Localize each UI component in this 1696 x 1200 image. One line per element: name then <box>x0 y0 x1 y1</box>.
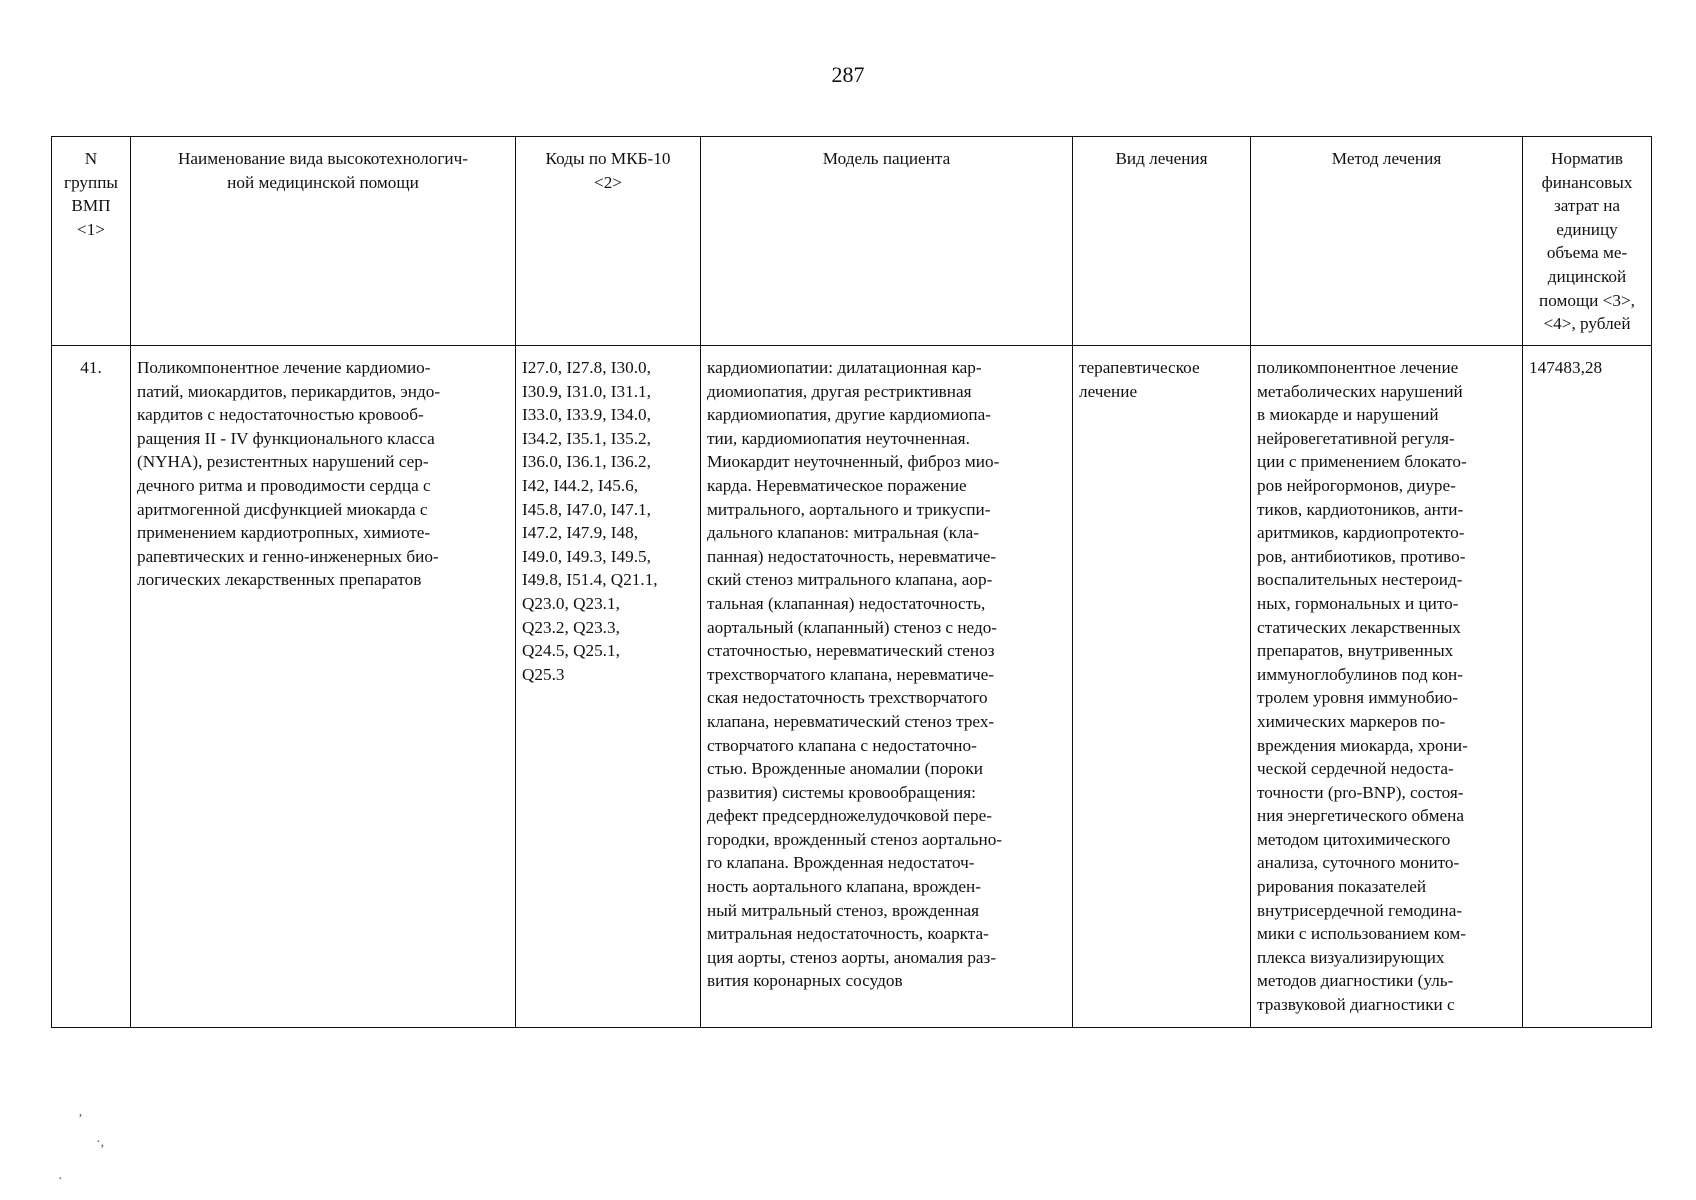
header-treatment-type: Вид лечения <box>1073 137 1251 346</box>
cell-treatment-method: поликомпонентное лечение метаболических нарушений в миокарде и нарушений нейровегетативной регуля- ции с применением блокато- ров нейрогормонов, диуре- тиков, кардиотоников, анти- аритмиков, кардиопротекто- ров, антибиотиков, противо- воспалительных нестероид- ных, гормональных и цито- статических лекарственных препаратов, внутривенных иммуноглобулинов под кон- тролем уровня иммунобио- химических маркеров по- вреждения миокарда, хрони- ческой сердечной недоста- точности (pro-BNP), состоя- ния энергетического обмена методом цитохимического анализа, суточного монито- рирования показателей внутрисердечной гемодина- мики с использованием ком- плекса визуализирующих методов диагностики (уль- тразвуковой диагностики с <box>1251 346 1523 1028</box>
cell-care-type-name: Поликомпонентное лечение кардиомио- патий, миокардитов, перикардитов, эндо- кардитов с недостаточностью кровооб- ращения II - IV функционального класса (NYHA), резистентных нарушений сер- дечного ритма и проводимости сердца с аритмогенной дисфункцией миокарда с применением кардиотропных, химиоте- рапевтических и генно-инженерных био- логических лекарственных препаратов <box>131 346 516 1028</box>
header-cost-standard: Норматив финансовых затрат на единицу объема ме- дицинской помощи <3>, <4>, рублей <box>1523 137 1652 346</box>
header-care-type-name: Наименование вида высокотехнологич- ной медицинской помощи <box>131 137 516 346</box>
vmp-table <box>51 136 1652 1028</box>
header-icd10-codes: Коды по МКБ-10 <2> <box>516 137 701 346</box>
page-number: 287 <box>831 62 865 87</box>
header-patient-model: Модель пациента <box>701 137 1073 346</box>
header-group-number: N группы ВМП <1> <box>52 137 131 346</box>
cell-cost-standard: 147483,28 <box>1523 346 1652 1028</box>
scan-artifact-mark: ʼ <box>78 1112 83 1127</box>
header-treatment-method: Метод лечения <box>1251 137 1523 346</box>
table-row <box>52 346 1652 1028</box>
scan-artifact-mark: ·, <box>96 1135 105 1150</box>
table-header-row <box>52 137 1652 346</box>
cell-patient-model: кардиомиопатии: дилатационная кар- диомиопатия, другая рестриктивная кардиомиопатия, другие кардиомиопа- тии, кардиомиопатия неуточненная. Миокардит неуточненный, фиброз мио- карда. Неревматическое поражение митрального, аортального и трикуспи- дального клапанов: митральная (кла- панная) недостаточность, неревматиче- ский стеноз митрального клапана, аор- тальная (клапанная) недостаточность, аортальный (клапанный) стеноз с недо- статочностью, неревматический стеноз трехстворчатого клапана, неревматиче- ская недостаточность трехстворчатого клапана, неревматический стеноз трех- створчатого клапана с недостаточно- стью. Врожденные аномалии (пороки развития) системы кровообращения: дефект предсердножелудочковой пере- городки, врожденный стеноз аортально- го клапана. Врожденная недостаточ- ность аортального клапана, врожден- ный митральный стеноз, врожденная митральная недостаточность, коаркта- ция аорты, стеноз аорты, аномалия раз- вития коронарных сосудов <box>701 346 1073 1028</box>
scan-artifact-mark: · <box>58 1172 63 1187</box>
cell-icd10-codes: I27.0, I27.8, I30.0, I30.9, I31.0, I31.1, I33.0, I33.9, I34.0, I34.2, I35.1, I35.2, I36.0, I36.1, I36.2, I42, I44.2, I45.6, I45.8, I47.0, I47.1, I47.2, I47.9, I48, I49.0, I49.3, I49.5, I49.8, I51.4, Q21.1, Q23.0, Q23.1, Q23.2, Q23.3, Q24.5, Q25.1, Q25.3 <box>516 346 701 1028</box>
cell-group-number: 41. <box>52 346 131 1028</box>
cell-treatment-type: терапевтическое лечение <box>1073 346 1251 1028</box>
